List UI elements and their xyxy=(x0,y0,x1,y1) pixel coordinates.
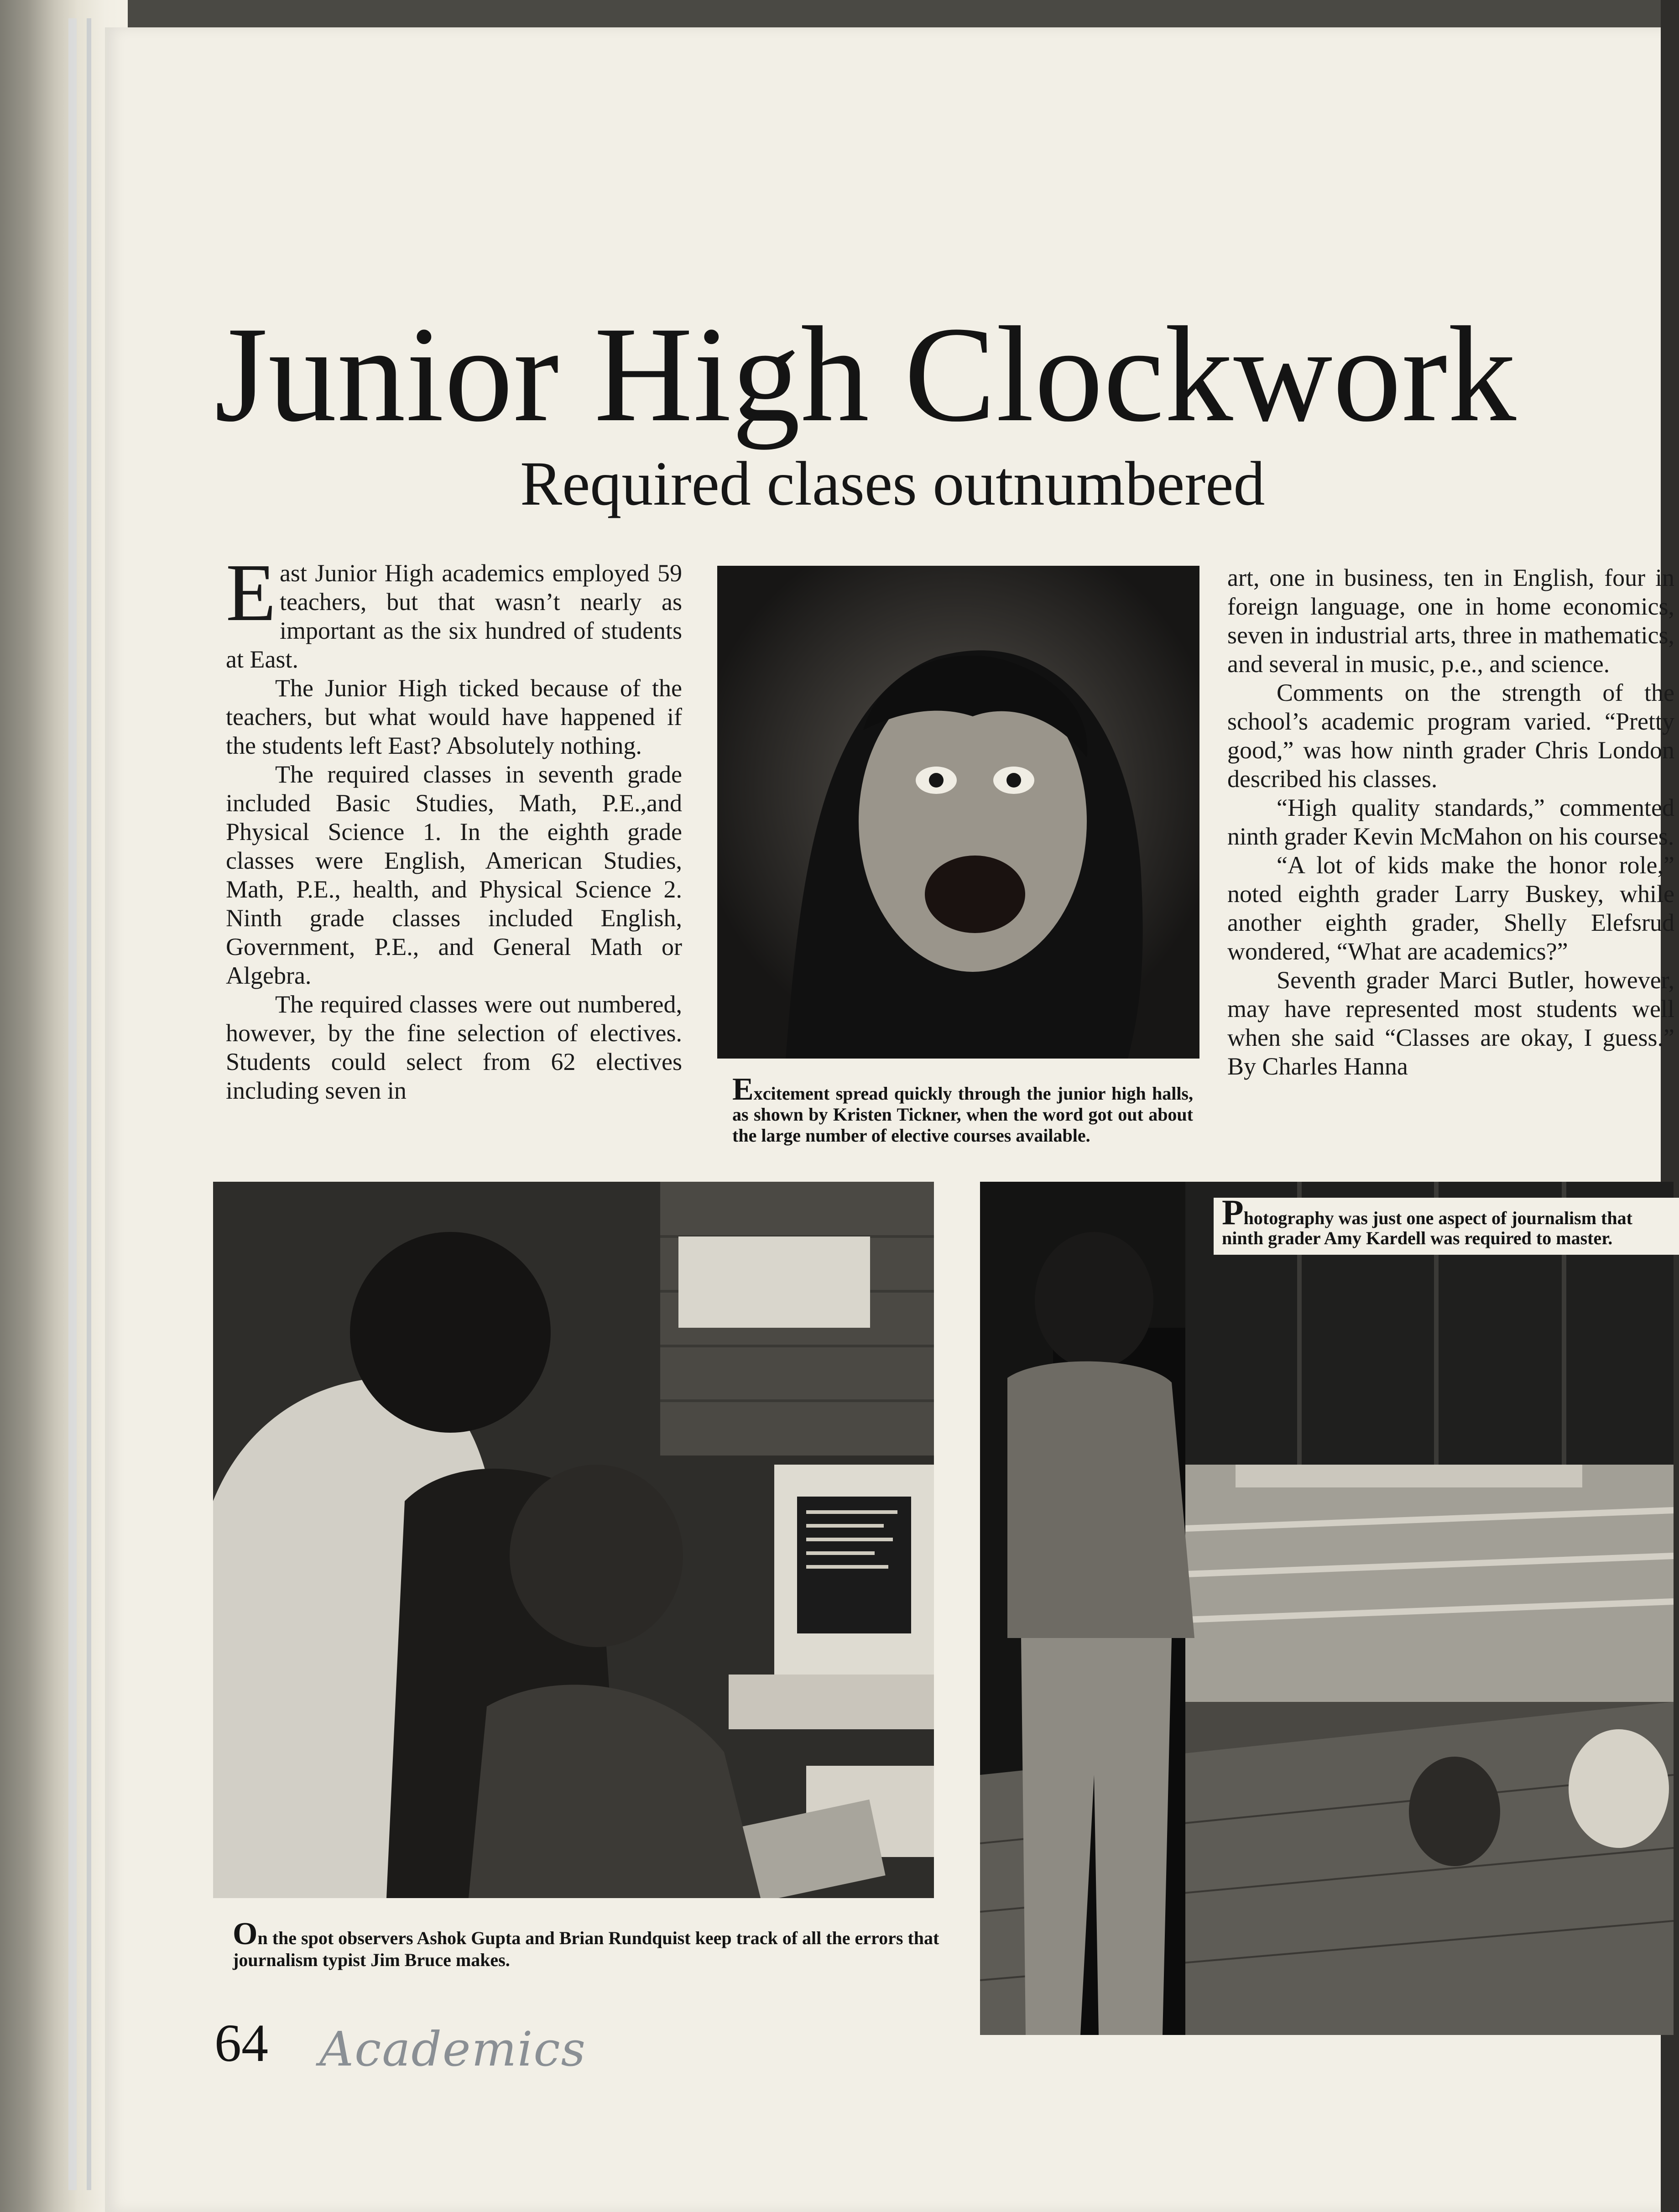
article-column-2 xyxy=(1227,563,1674,1081)
article-paragraph: The Junior High ticked because of the teachers, but what would have happened if the students left East? Absolutely nothing. xyxy=(226,674,682,759)
page-edge-stack-inner xyxy=(87,18,91,2190)
caption-drop-cap: E xyxy=(732,1072,754,1107)
article-paragraph: Comments on the strength of the school’s academic program varied. “Pretty good,” was how ninth grader Chris London described his classes. xyxy=(1227,679,1674,793)
photo-computer-lab-image xyxy=(213,1182,934,1898)
caption-text: hotography was just one aspect of journalism that ninth grader Amy Kardell was required to master. xyxy=(1222,1208,1632,1248)
article-paragraph: “A lot of kids make the honor role,” noted eighth grader Larry Buskey, while another eighth grader, Shelly Elefsrud wondered, “What are academics?” xyxy=(1227,851,1674,965)
page-edge-stack xyxy=(68,18,77,2190)
page-subtitle: Required clases outnumbered xyxy=(520,449,1265,518)
article-paragraph: The required classes in seventh grade included Basic Studies, Math, P.E.,and Physical Science 1. In the eighth grade classes were English, American Studies, Math, P.E., health, and Physical Science 2. Ninth grade classes included English, Government, P.E., and General Math or Algebra. xyxy=(226,761,682,989)
photo-excited-student xyxy=(717,566,1199,1059)
article-paragraph: The required classes were out numbered, however, by the fine selection of electives. Students could select from 62 electives including seven in xyxy=(226,991,682,1104)
article-column-1 xyxy=(226,547,682,1105)
drop-cap: E xyxy=(226,547,276,638)
article-paragraph: Seventh grader Marci Butler, however, may have represented most students well when she said “Classes are okay, I guess.” By Charles Hanna xyxy=(1227,966,1674,1080)
caption-drop-cap: O xyxy=(233,1916,258,1951)
photo-computer-lab xyxy=(213,1182,934,1898)
page-title: Junior High Clockwork xyxy=(214,298,1517,450)
photo-journalism-student xyxy=(980,1182,1674,2035)
caption-top-photo xyxy=(732,1072,1193,1146)
caption-text: xcitement spread quickly through the junior high halls, as shown by Kristen Tickner, when the word got out about the large number of elective courses available. xyxy=(732,1083,1193,1146)
caption-bottom-left-photo xyxy=(233,1916,944,1971)
scan-top-border xyxy=(0,0,1679,27)
caption-text: n the spot observers Ashok Gupta and Brian Rundquist keep track of all the errors that journalism typist Jim Bruce makes. xyxy=(233,1928,939,1970)
photo-excited-student-image xyxy=(717,566,1199,1059)
section-label: Academics xyxy=(319,2021,586,2077)
article-paragraph: “High quality standards,” commented ninth grader Kevin McMahon on his courses. xyxy=(1227,794,1674,850)
article-paragraph: art, one in business, ten in English, four in foreign language, one in home economics, seven in industrial arts, three in mathematics, and several in music, p.e., and science. xyxy=(1227,564,1674,678)
caption-drop-cap: P xyxy=(1222,1192,1244,1232)
caption-bottom-right-photo xyxy=(1214,1192,1679,1255)
article-paragraph: ast Junior High academics employed 59 teachers, but that wasn’t nearly as important as the six hundred of students at East. xyxy=(226,559,682,673)
page-number: 64 xyxy=(214,2013,268,2073)
photo-journalism-student-image xyxy=(980,1182,1674,2035)
